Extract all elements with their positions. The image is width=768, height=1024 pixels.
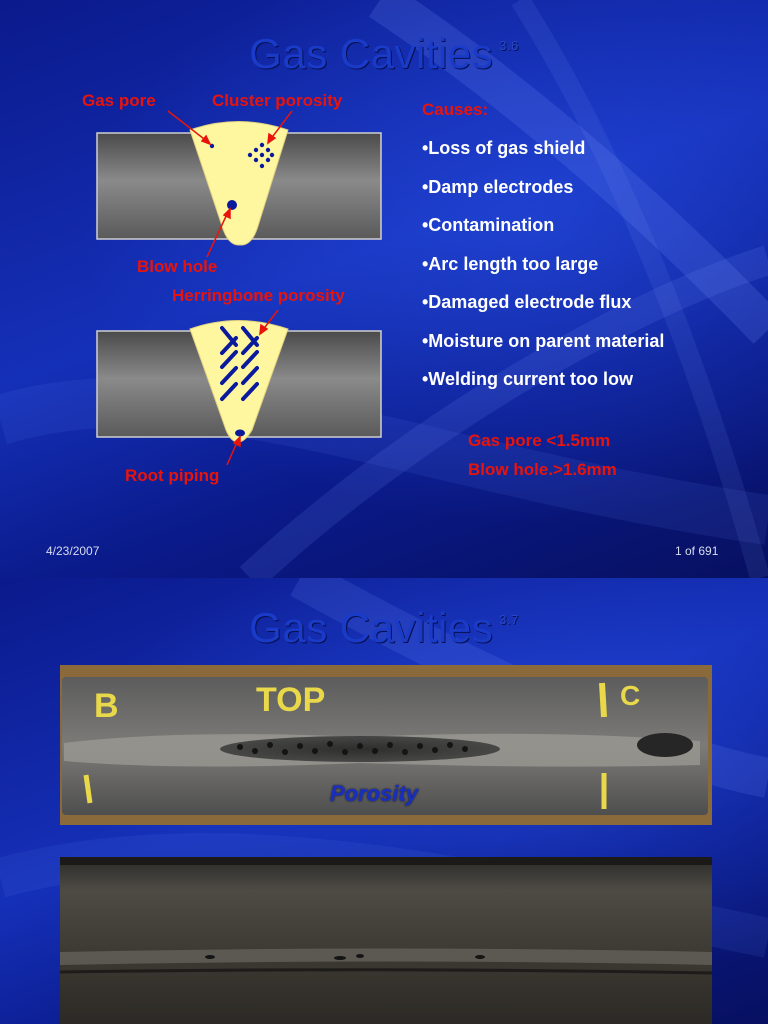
marking-b: B	[94, 687, 119, 725]
label-cluster-porosity: Cluster porosity	[212, 91, 343, 110]
cause-item: •Damp electrodes	[422, 176, 574, 197]
label-herringbone-porosity: Herringbone porosity	[172, 286, 345, 305]
root-piping-cavity	[235, 430, 245, 437]
size-note-gas-pore: Gas pore <1.5mm	[468, 431, 611, 450]
blow-hole	[227, 200, 237, 210]
cause-item: •Welding current too low	[422, 369, 633, 389]
causes-list	[422, 98, 762, 406]
cause-item: •Contamination	[422, 215, 555, 235]
title-text: Gas Cavities	[249, 604, 494, 651]
marking-c: C	[620, 680, 641, 711]
porosity-weld-photo	[60, 665, 712, 825]
porosity-label: Porosity	[330, 781, 419, 806]
cause-item: •Arc length too large	[422, 253, 599, 274]
size-notes	[468, 426, 617, 484]
slide-number: 3.6	[499, 38, 519, 53]
marking-top: TOP	[256, 681, 326, 719]
label-blow-hole: Blow hole	[137, 257, 218, 276]
footer-date: 4/23/2007	[46, 544, 100, 558]
label-root-piping: Root piping	[125, 466, 220, 485]
weld-plate-image-2	[60, 857, 712, 1024]
slide-number: 3.7	[499, 612, 519, 627]
cause-item: •Moisture on parent material	[422, 330, 665, 351]
footer-page: 1 of 691	[675, 544, 719, 558]
title-text: Gas Cavities	[249, 30, 494, 77]
slide-3-7	[0, 578, 768, 1024]
slide-title	[0, 604, 768, 652]
size-note-blow-hole: Blow hole.>1.6mm	[468, 460, 617, 479]
cause-item: •Damaged electrode flux	[422, 292, 632, 312]
causes-heading: Causes:	[422, 100, 489, 119]
cause-item: •Loss of gas shield	[422, 138, 586, 158]
second-weld-photo	[60, 857, 712, 1024]
label-gas-pore: Gas pore	[82, 91, 156, 110]
